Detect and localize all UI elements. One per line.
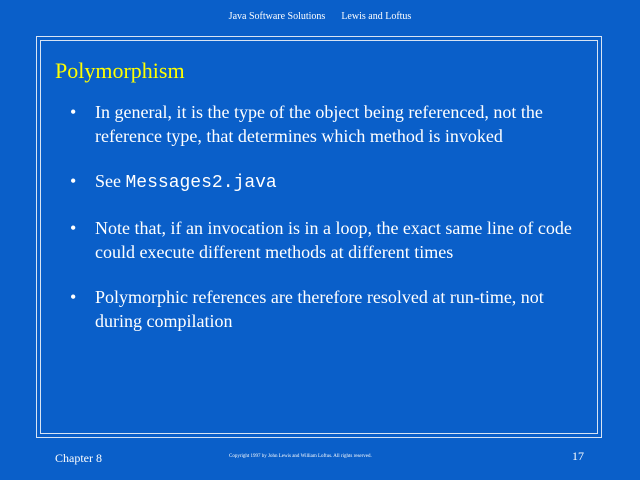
bullet-text: Note that, if an invocation is in a loop, the exact same line of code could execute different methods at different times <box>95 218 572 262</box>
copyright-notice: Copyright 1997 by John Lewis and William Loftus. All rights reserved. <box>229 454 372 459</box>
bullet-item <box>70 216 590 264</box>
bullet-item <box>70 285 590 333</box>
slide-header <box>0 11 640 22</box>
book-title: Java Software Solutions <box>228 11 326 22</box>
bullet-item <box>70 100 590 148</box>
slide-title: Polymorphism <box>55 58 185 83</box>
bullet-marker: • <box>70 287 77 307</box>
bullet-item <box>70 169 590 195</box>
bullet-marker: • <box>70 171 77 191</box>
bullet-marker: • <box>70 102 77 122</box>
authors: Lewis and Loftus <box>341 11 412 22</box>
bullet-text: Polymorphic references are therefore resolved at run-time, not during compilation <box>95 287 544 331</box>
bullet-text: In general, it is the type of the object being referenced, not the reference type, that determines which method is invoked <box>95 102 543 146</box>
page-number: 17 <box>572 449 584 463</box>
bullet-marker: • <box>70 218 77 238</box>
bullet-text-prefix: See <box>95 171 126 191</box>
chapter-label: Chapter 8 <box>55 451 102 465</box>
bullet-list <box>70 100 590 354</box>
code-filename: Messages2.java <box>125 173 277 193</box>
